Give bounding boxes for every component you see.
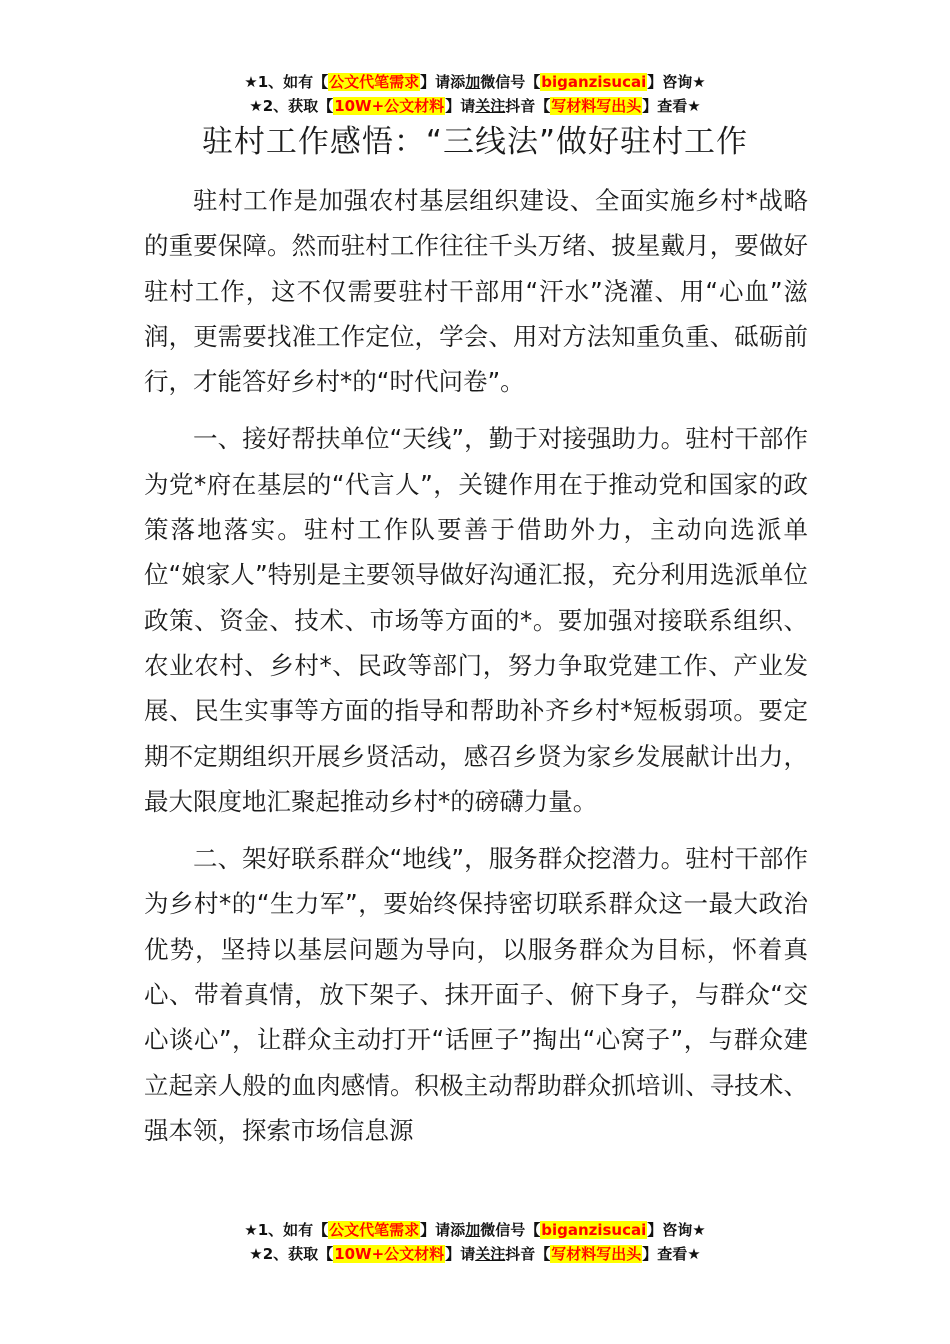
banner-line-2 xyxy=(0,1242,950,1266)
banner-highlight: 写材料写出头 xyxy=(551,1245,642,1263)
banner-text: ★1、如有【 xyxy=(244,1221,329,1239)
banner-text: ★1、如有【 xyxy=(244,73,329,91)
banner-highlight: 公文代笔需求 xyxy=(329,73,420,91)
banner-text: 抖音【 xyxy=(505,1245,551,1263)
banner-line-2 xyxy=(0,94,950,118)
document-body xyxy=(144,178,808,1165)
banner-underline: 关注 xyxy=(475,1245,506,1263)
banner-underline: 加 xyxy=(465,1221,481,1239)
banner-text: 】请添 xyxy=(420,73,466,91)
banner-text: ★2、获取【 xyxy=(249,97,334,115)
banner-highlight: biganzisucai xyxy=(541,73,647,91)
footer-banner xyxy=(0,1218,950,1266)
banner-line-1 xyxy=(0,1218,950,1242)
banner-text: 】咨询★ xyxy=(647,1221,706,1239)
banner-text: 】请 xyxy=(445,1245,476,1263)
banner-highlight: biganzisucai xyxy=(541,1221,647,1239)
banner-text: 】咨询★ xyxy=(647,73,706,91)
banner-underline: 关注 xyxy=(475,97,506,115)
paragraph: 二、架好联系群众“地线”，服务群众挖潜力。驻村干部作为乡村*的“生力军”，要始终保持密切联系群众这一最大政治优势，坚持以基层问题为导向，以服务群众为目标，怀着真心、带着真情，放下架子、抹开面子、俯下身子，与群众“交心谈心”，让群众主动打开“话匣子”掏出“心窝子”，与群众建立起亲人般的血肉感情。积极主动帮助群众抓培训、寻技术、强本领，探索市场信息源 xyxy=(144,844,808,1145)
banner-text: 微信号【 xyxy=(480,1221,541,1239)
banner-text: ★2、获取【 xyxy=(249,1245,334,1263)
banner-underline: 加 xyxy=(465,73,481,91)
paragraph: 一、接好帮扶单位“天线”，勤于对接强助力。驻村干部作为党*府在基层的“代言人”，关键作用在于推动党和国家的政策落地落实。驻村工作队要善于借助外力，主动向选派单位“娘家人”特别是主要领导做好沟通汇报，充分利用选派单位政策、资金、技术、市场等方面的*。要加强对接联系组织、农业农村、乡村*、民政等部门，努力争取党建工作、产业发展、民生实事等方面的指导和帮助补齐乡村*短板弱项。要定期不定期组织开展乡贤活动，感召乡贤为家乡发展献计出力，最大限度地汇聚起推动乡村*的磅礴力量。 xyxy=(144,424,808,816)
banner-text: 】查看★ xyxy=(642,97,701,115)
banner-highlight: 写材料写出头 xyxy=(551,97,642,115)
banner-highlight: 10W+公文材料 xyxy=(334,1245,445,1263)
banner-highlight: 公文代笔需求 xyxy=(329,1221,420,1239)
document-title: 驻村工作感悟：“三线法”做好驻村工作 xyxy=(201,124,749,160)
banner-text: 抖音【 xyxy=(505,97,551,115)
header-banner xyxy=(0,70,950,118)
paragraph: 驻村工作是加强农村基层组织建设、全面实施乡村*战略的重要保障。然而驻村工作往往千头万绪、披星戴月，要做好驻村工作，这不仅需要驻村干部用“汗水”浇灌、用“心血”滋润，更需要找准工作定位，学会、用对方法知重负重、砥砺前行，才能答好乡村*的“时代问卷”。 xyxy=(144,186,808,397)
banner-text: 】查看★ xyxy=(642,1245,701,1263)
banner-highlight: 10W+公文材料 xyxy=(334,97,445,115)
banner-text: 微信号【 xyxy=(480,73,541,91)
banner-line-1 xyxy=(0,70,950,94)
banner-text: 】请 xyxy=(445,97,476,115)
banner-text: 】请添 xyxy=(420,1221,466,1239)
